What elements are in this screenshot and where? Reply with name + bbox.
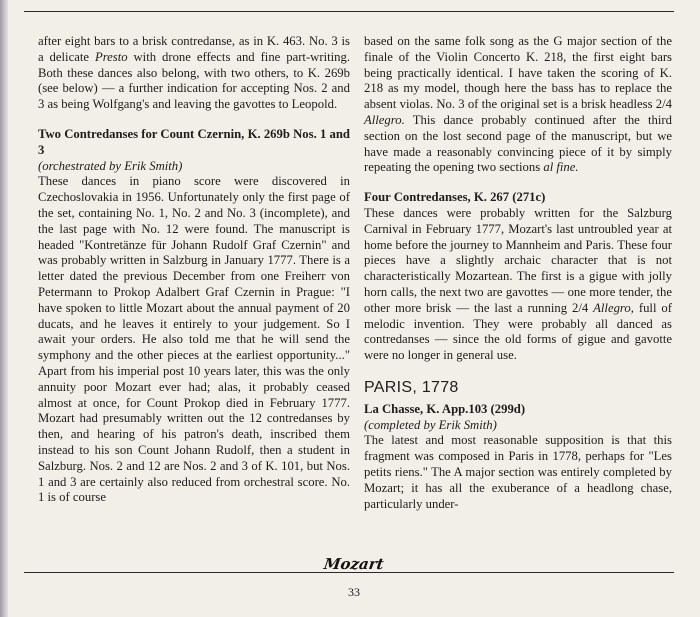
mozart-signature-logo: Mozart xyxy=(322,555,385,573)
paragraph-k463 xyxy=(38,34,350,113)
meter-term: 2/4 xyxy=(655,97,672,112)
italic-term: al fine. xyxy=(543,160,579,175)
paragraph-text: These dances were probably written for the Salzburg Carnival in February 1777, Mozart's last untroubled year at home before the journey to Mannheim and Paris. These four pieces have a slightly archaic character that is not characteristically Mozartean. The first is a gigue with jolly horn calls, the next two are gavottes — one more tender, the other more brisk — the last a running xyxy=(364,205,672,315)
italic-term: Allegro, xyxy=(593,300,634,315)
paragraph-text: This dance probably continued after the third section on the lost second page of the manuscript, but we have made a reasonably convincing piece of it by simply repeating the opening two sections xyxy=(364,112,672,175)
top-rule xyxy=(24,11,674,12)
paragraph-k267 xyxy=(364,206,672,364)
book-binding-shadow xyxy=(0,0,8,617)
heading-la-chasse: La Chasse, K. App.103 (299d) xyxy=(364,401,526,416)
paragraph-czernin: These dances in piano score were discovered in Czechoslovakia in 1956. Unfortunately only the first page of the set, containing No. 1, No. 2 and No. 3 (incomplete), and the last page with No. 12 were found. The manuscript is headed "Kontretänze für Johann Rudolf Graf Czernin" and was probably written in Salzburg in January 1777. There is a letter dated the previous December from one Freiherr von Petermann to Prokop Adalbert Graf Czernin in Prague: "I have spoken to little Mozart about the annual payment of 20 ducats, and he leaves it entirely to your judgement. So I await your orders. He also told me that he will send the symphony and the other pieces at the earliest opportunity..." Apart from his imperial post 10 years later, this was the only annuity poor Mozart ever had; alas, it probably ceased almost at once, for Count Prokop died in February 1777. Mozart had presumably written out the 12 contredanses by then, and hearing of his patron's death, inscribed them instead to his son Count Johann Rudolf, then a student in Salzburg. Nos. 2 and 12 are Nos. 2 and 3 of K. 101, but Nos. 1 and 3 are certainly also reduced from orchestral score. No. 1 is of course xyxy=(38,174,350,505)
right-column xyxy=(364,34,672,512)
left-column xyxy=(38,34,350,506)
paragraph-folk-song xyxy=(364,34,672,176)
page-number: 33 xyxy=(348,585,360,599)
heading-czernin-contredanses: Two Contredanses for Count Czernin, K. 269b Nos. 1 and 3 xyxy=(38,126,350,157)
heading-four-contredanses: Four Contredanses, K. 267 (271c) xyxy=(364,190,546,205)
section-title-paris: PARIS, 1778 xyxy=(364,378,459,396)
credit-completed: (completed by Erik Smith) xyxy=(364,417,497,432)
paragraph-la-chasse: The latest and most reasonable supposition is that this fragment was composed in Paris in 1778, perhaps for "Les petits riens." The A major section was entirely completed by Mozart; it has all the exuberance of a headlong chase, particularly under- xyxy=(364,433,672,511)
paragraph-text: full of melodic invention. They were probably all danced as contredanses — since the old forms of gigue and gavotte were no longer in general use. xyxy=(364,300,672,363)
paragraph-text: with drone effects and fine part-writing. Both these dances also belong, with two others, to K. 269b (see below) — a further indication for accepting Nos. 2 and 3 as being Wolfgang's and leaving the gavottes to Leopold. xyxy=(38,49,350,112)
book-page xyxy=(8,0,700,617)
italic-term: Allegro. xyxy=(364,112,405,127)
meter-term: 2/4 xyxy=(571,300,589,315)
credit-orchestrated: (orchestrated by Erik Smith) xyxy=(38,158,183,173)
paragraph-text: after eight bars to a brisk contredanse, as in K. 463. No. 3 is a delicate xyxy=(38,34,350,64)
paragraph-text: based on the same folk song as the G major section of the finale of the Violin Concerto K. 218, the first eight bars being practically identical. I have taken the scoring of K. 218 as my model, though here the bass has to replace the absent violas. No. 3 of the original set is a brisk headless xyxy=(364,34,672,112)
italic-term: Presto xyxy=(94,49,128,64)
